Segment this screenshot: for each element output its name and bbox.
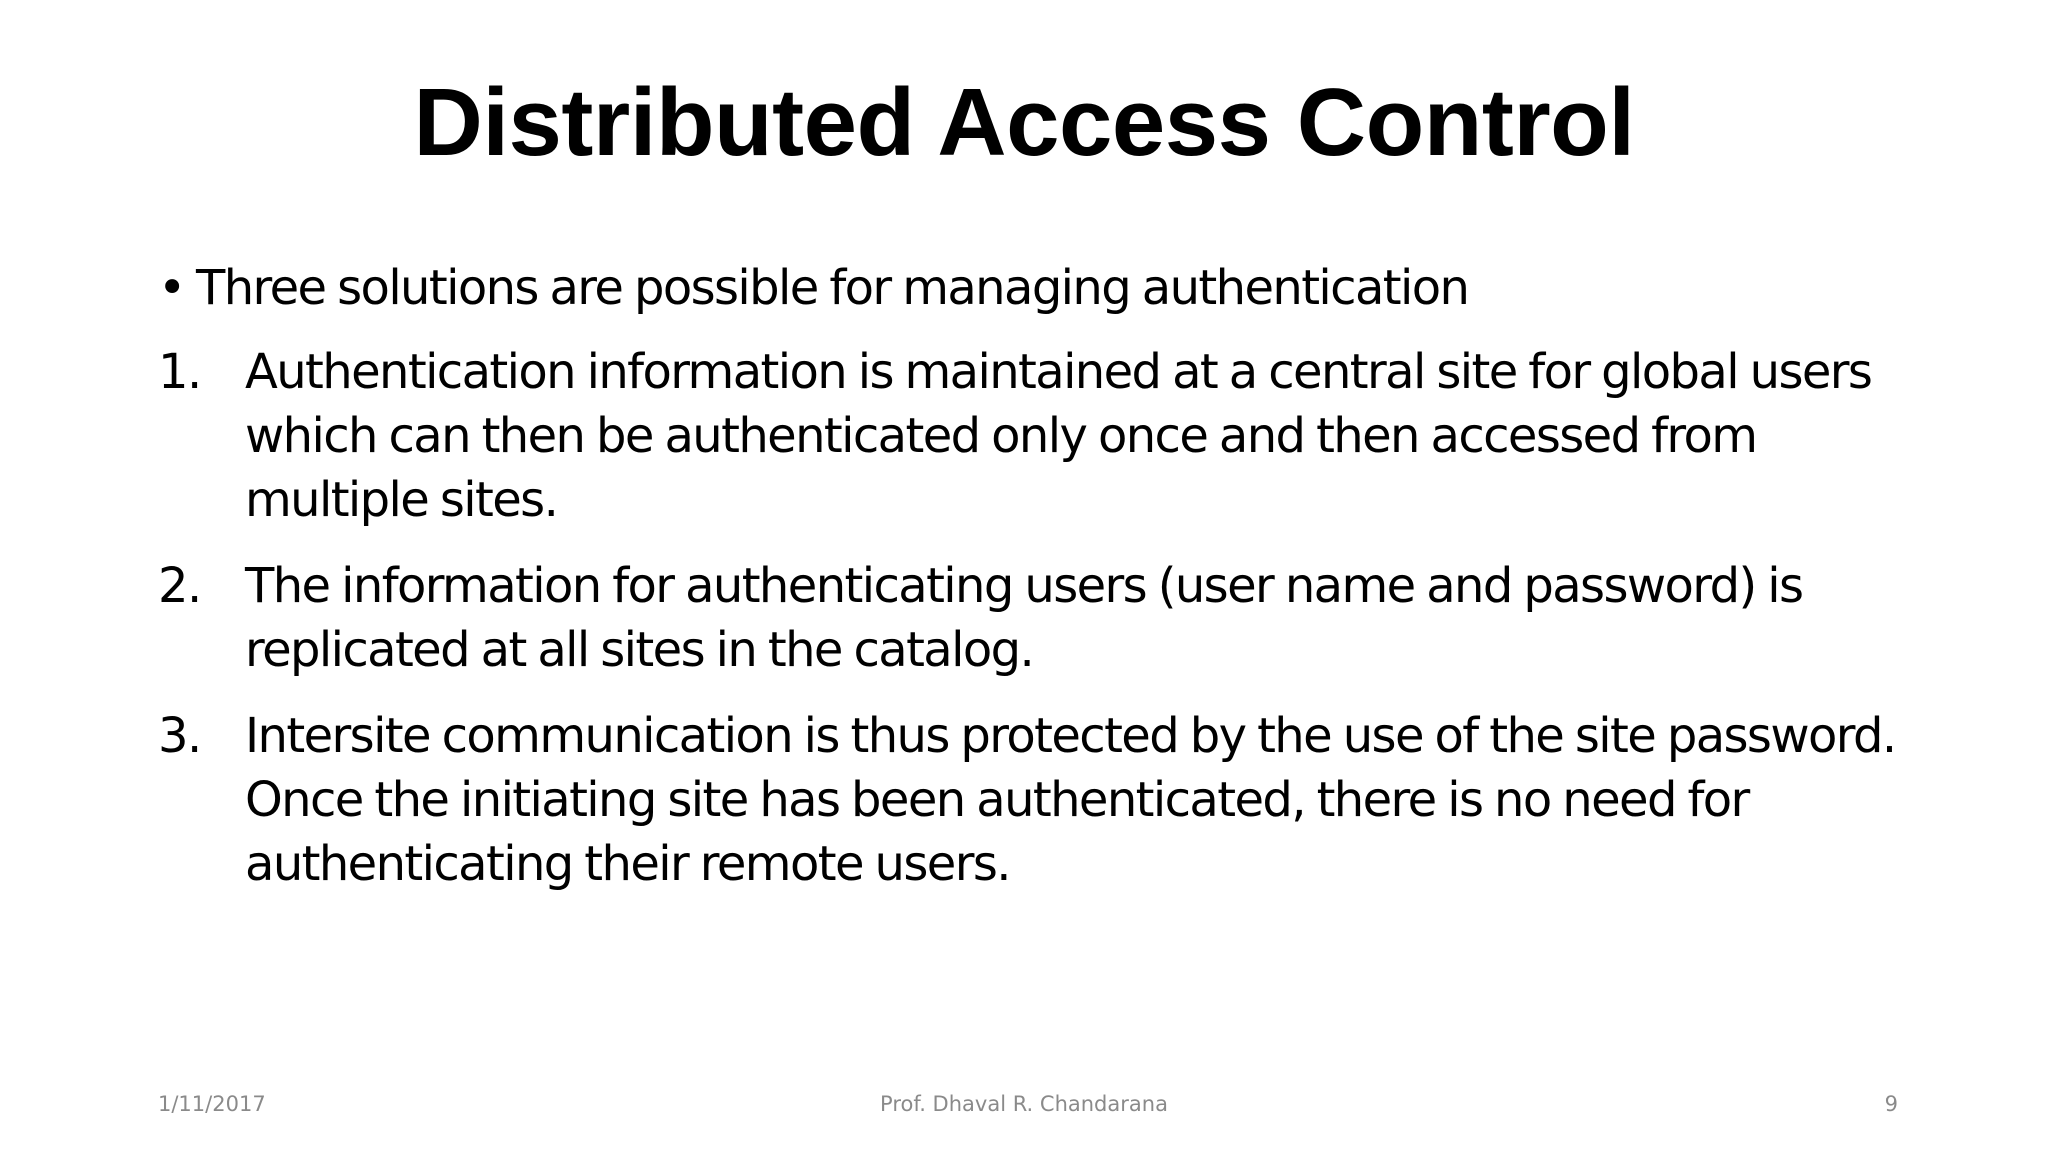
list-item <box>158 340 1918 532</box>
footer-date: 1/11/2017 <box>158 1092 266 1116</box>
slide-title: Distributed Access Control <box>413 69 1635 176</box>
slide-body <box>158 256 1918 918</box>
footer-author: Prof. Dhaval R. Chandarana <box>880 1092 1168 1116</box>
list-item-text: Intersite communication is thus protected by the use of the site password. Once the initiating site has been authenticated, there is no need for authenticating their remote users. <box>245 708 1896 892</box>
list-item-number: 3. <box>158 708 201 764</box>
bullet-marker: • <box>158 260 185 316</box>
list-item-number: 1. <box>158 344 201 400</box>
list-item-text: The information for authenticating users (user name and password) is replicated at all sites in the catalog. <box>245 558 1803 678</box>
bullet-item <box>158 256 1918 320</box>
list-item <box>158 704 1918 896</box>
list-item <box>158 554 1918 682</box>
list-item-number: 2. <box>158 558 201 614</box>
slide-number: 9 <box>1884 1092 1898 1116</box>
bullet-text: Three solutions are possible for managing authentication <box>196 260 1469 316</box>
list-item-text: Authentication information is maintained at a central site for global users which can then be authenticated only once and then accessed from multiple sites. <box>245 344 1872 528</box>
